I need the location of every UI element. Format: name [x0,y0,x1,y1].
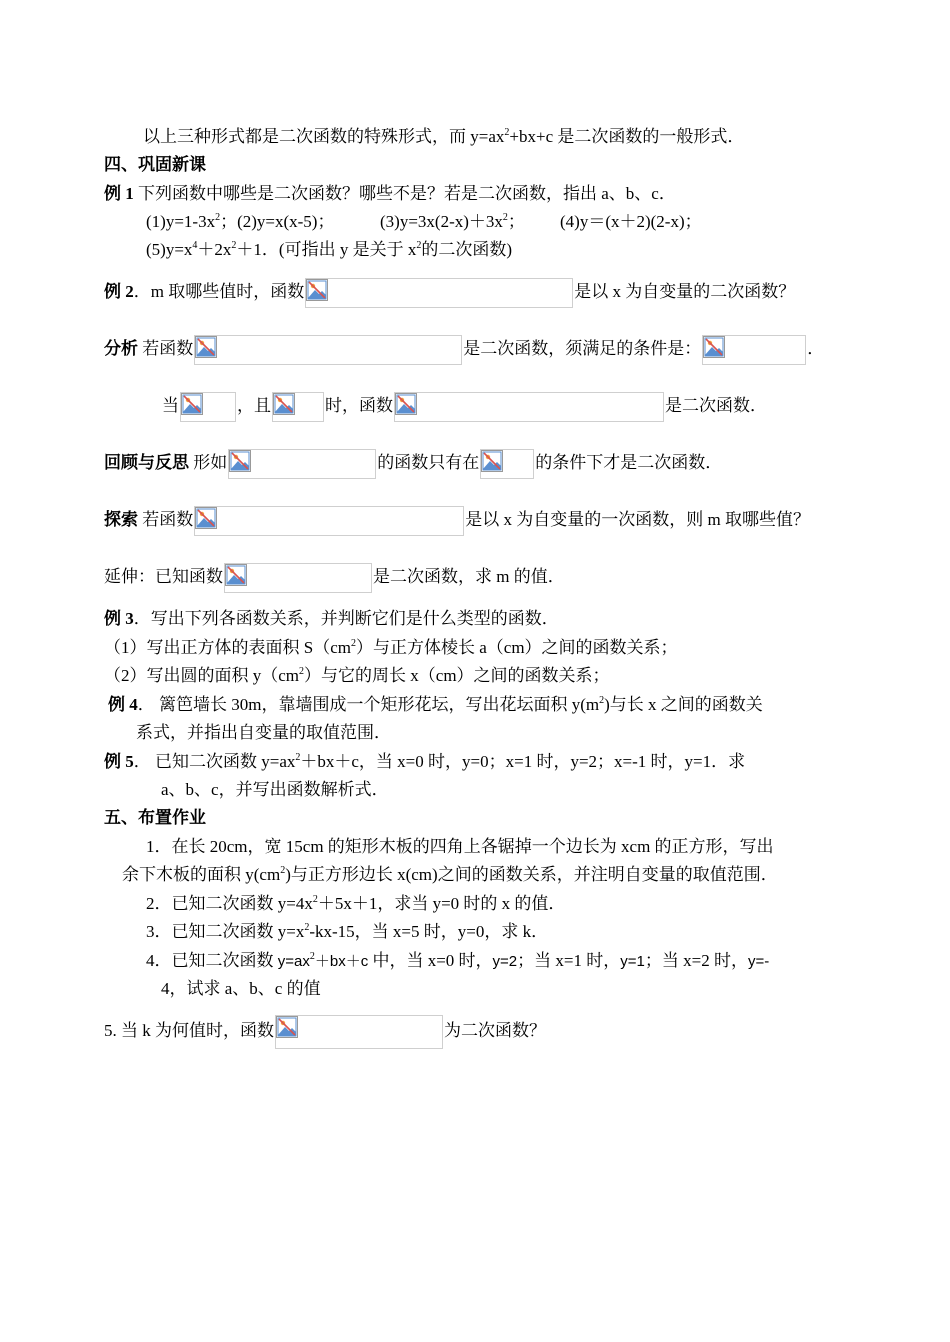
formula-image-placeholder [228,449,376,479]
condition-image-placeholder [702,335,806,365]
example-1-row-1b: $(3)y=3x(2-x)+3x^2$； [380,212,525,231]
broken-image-icon [481,450,503,472]
formula-image-placeholder [224,563,372,593]
condition-image-placeholder [480,449,534,479]
example-4-line-2: 系式，并指出自变量的取值范围． [136,723,391,742]
homework-3: 3．已知二次函数 $y=x^2-kx-15$，当 x=5 时，y=0，求 k． [146,922,549,941]
explore-line: 探索 若函数 是以 x 为自变量的一次函数，则 m 取哪些值？ [104,504,810,536]
broken-image-icon [181,393,203,415]
example-2: 例 2．m 取哪些值时，函数 是以 x 为自变量的二次函数？ [104,276,795,308]
homework-4-line-2: 4，试求 a、b、c 的值 [161,979,321,998]
example-1: 例 1 下列函数中哪些是二次函数？哪些不是？若是二次函数，指出 a、b、c． [104,184,676,203]
example-1-row-2: $(5)y=x^4+2x^2+1$．(可指出 y 是关于 $x^2$的二次函数) [146,240,513,259]
section-5-heading: 五、布置作业 [104,808,206,827]
broken-image-icon [195,336,217,358]
broken-image-icon [703,336,725,358]
homework-2: 2．已知二次函数 $y=4x^2+5x+1$，求当 y=0 时的 x 的值． [146,894,566,913]
section-4-heading: 四、巩固新课 [104,155,206,174]
analysis-line-2: 当 ，且 时，函数 是二次函数． [162,390,767,422]
homework-1-line-1: 1．在长 20cm，宽 15cm 的矩形木板的四角上各锯掉一个边长为 xcm 的正方形，写出 [146,837,774,856]
review-line: 回顾与反思 形如 的函数只有在 的条件下才是二次函数． [104,447,722,479]
homework-4: 4．已知二次函数 $y=ax^2+bx+c$ 中，当 x=0 时，y=2；当 x=1 时，y=1；当 x=2 时，y=- [146,951,770,970]
example-1-row-1c: (4)y＝(x＋2)(2-x)； [560,212,702,231]
formula-image-placeholder [394,392,664,422]
broken-image-icon [225,564,247,586]
broken-image-icon [195,507,217,529]
example-3: 例 3．写出下列各函数关系，并判断它们是什么类型的函数． [104,609,559,628]
question-5: 5. 当 k 为何值时，函数 为二次函数？ [104,1015,546,1049]
example-3-q2: （2）写出圆的面积 $y(cm^2)$与它的周长 x（cm）之间的函数关系； [104,666,610,685]
condition-image-placeholder [272,392,324,422]
broken-image-icon [273,393,295,415]
broken-image-icon [276,1016,298,1038]
analysis-line-1: 分析 若函数 是二次函数，须满足的条件是： ． [104,333,824,365]
example-5-line-2: a、b、c，并写出函数解析式． [161,780,389,799]
broken-image-icon [229,450,251,472]
formula-image-placeholder [275,1015,443,1049]
extend-line: 延伸：已知函数 是二次函数，求 m 的值． [104,561,565,593]
broken-image-icon [395,393,417,415]
example-5: 例 5． 已知二次函数 $y=ax^2+bx+c$，当 x=0 时，y=0；x=1 时，y=2；x=-1 时，y=1．求 [104,752,746,771]
condition-image-placeholder [180,392,236,422]
formula-image-placeholder [194,506,464,536]
example-1-row-1a: $(1)y=1-3x^2$；(2)y=x(x-5)； [146,212,335,231]
intro-line: 以上三种形式都是二次函数的特殊形式，而 $y=ax^2+bx+c$ 是二次函数的一般形式． [143,127,745,146]
broken-image-icon [306,279,328,301]
formula-image-placeholder [305,278,573,308]
homework-1-line-2: 余下木板的面积 $y(cm^2)$与正方形边长 x(cm)之间的函数关系，并注明自变量的取值范围． [122,865,778,884]
formula-image-placeholder [194,335,462,365]
example-4: 例 4． 篱笆墙长 30m，靠墙围成一个矩形花坛，写出花坛面积 $y(m^2)$与长 x 之间的函数关 [108,695,763,714]
example-3-q1: （1）写出正方体的表面积 $S(cm^2)$与正方体棱长 a（cm）之间的函数关系； [104,638,678,657]
